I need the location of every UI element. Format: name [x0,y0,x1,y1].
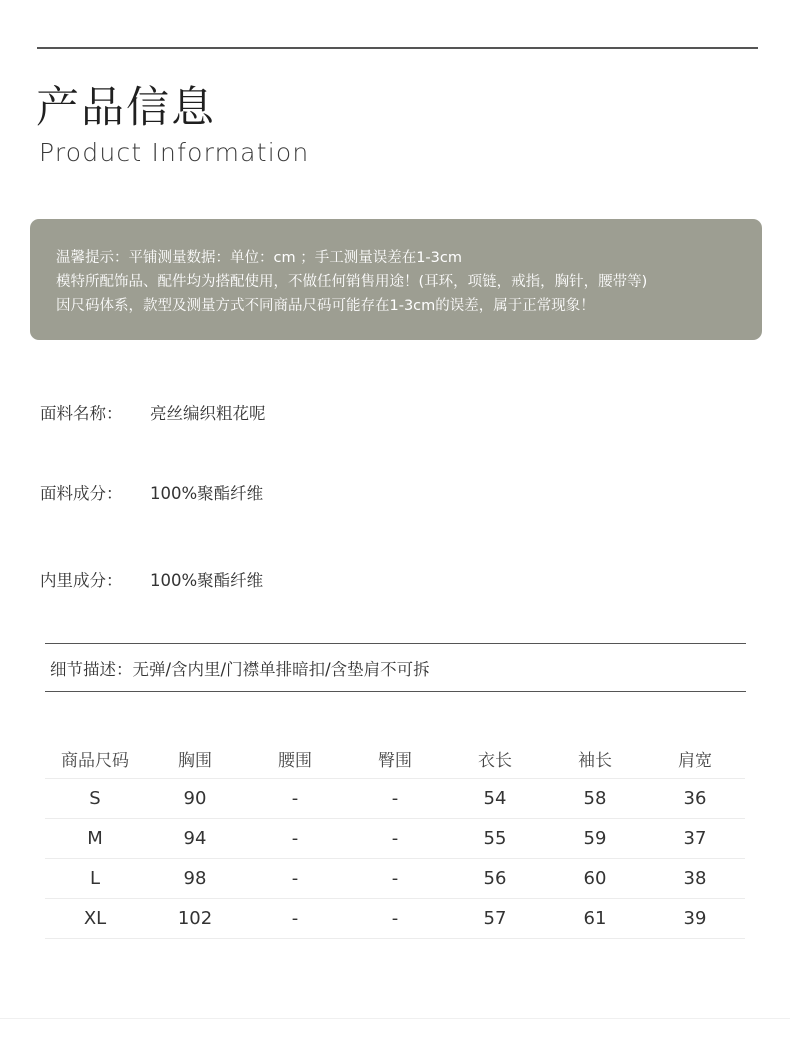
table-cell: 39 [645,899,745,939]
fabric-name-value: 亮丝编织粗花呢 [150,404,266,423]
page-subtitle: Product Information [39,138,310,167]
size-table [45,738,745,939]
table-cell: 90 [145,779,245,819]
table-cell: 36 [645,779,745,819]
table-header-cell: 商品尺码 [45,738,145,779]
table-cell: 59 [545,819,645,859]
fabric-composition-label: 面料成分： [40,484,123,503]
bottom-divider [0,1018,790,1019]
table-cell: - [245,779,345,819]
table-cell: M [45,819,145,859]
table-cell: L [45,859,145,899]
table-header-cell: 袖长 [545,738,645,779]
table-cell: S [45,779,145,819]
lining-composition-value: 100%聚酯纤维 [150,571,264,590]
table-row [45,819,745,859]
table-cell: - [245,859,345,899]
details-bottom-divider [45,691,746,692]
details-label: 细节描述： [50,660,133,679]
table-cell: XL [45,899,145,939]
fabric-name-label: 面料名称： [40,404,123,423]
table-cell: 98 [145,859,245,899]
table-cell: - [345,899,445,939]
notice-box [30,219,762,340]
table-cell: 55 [445,819,545,859]
table-row [45,779,745,819]
table-header-cell: 胸围 [145,738,245,779]
table-header-cell: 臀围 [345,738,445,779]
page-title: 产品信息 [36,83,216,133]
table-row [45,859,745,899]
table-header-cell: 腰围 [245,738,345,779]
table-cell: 58 [545,779,645,819]
details-top-divider [45,643,746,644]
notice-line: 因尺码体系，款型及测量方式不同商品尺码可能存在1-3cm的误差，属于正常现象！ [56,298,595,314]
table-cell: 57 [445,899,545,939]
top-divider [37,47,758,49]
table-cell: - [345,819,445,859]
details-row [50,656,430,680]
table-cell: 102 [145,899,245,939]
details-value: 无弹/含内里/门襟单排暗扣/含垫肩不可拆 [132,660,430,679]
table-cell: - [345,859,445,899]
table-row [45,899,745,939]
table-cell: 94 [145,819,245,859]
table-header-row [45,738,745,779]
table-cell: 61 [545,899,645,939]
table-cell: 54 [445,779,545,819]
table-cell: - [245,819,345,859]
fabric-composition-value: 100%聚酯纤维 [150,484,264,503]
table-header-cell: 衣长 [445,738,545,779]
table-cell: 60 [545,859,645,899]
table-cell: - [245,899,345,939]
lining-composition-label: 内里成分： [40,571,123,590]
table-cell: 37 [645,819,745,859]
table-cell: - [345,779,445,819]
table-cell: 38 [645,859,745,899]
table-cell: 56 [445,859,545,899]
notice-line: 温馨提示：平铺测量数据：单位：cm ；手工测量误差在1-3cm [56,250,462,266]
notice-line: 模特所配饰品、配件均为搭配使用，不做任何销售用途！(耳环，项链，戒指，胸针，腰带等) [56,274,648,290]
table-header-cell: 肩宽 [645,738,745,779]
